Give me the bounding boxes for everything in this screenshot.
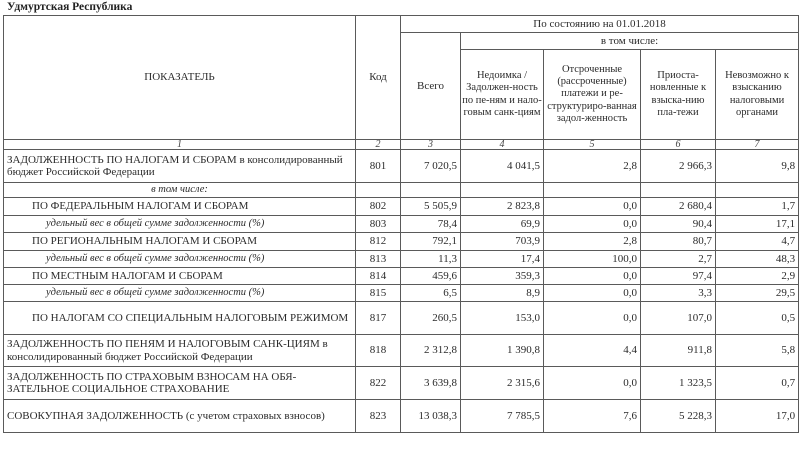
row-total: 13 038,3 [401, 400, 461, 433]
row-code: 803 [356, 216, 401, 233]
region-title: Удмуртская Республика [7, 1, 133, 13]
header-as-of-date: По состоянию на 01.01.2018 [401, 16, 799, 33]
column-number: 3 [401, 140, 461, 150]
row-total: 5 505,9 [401, 198, 461, 216]
row-code: 815 [356, 285, 401, 302]
row-total: 11,3 [401, 251, 461, 268]
row-deferred: 0,0 [544, 302, 641, 335]
row-uncollectible: 17,0 [716, 400, 799, 433]
row-suspended: 80,7 [641, 233, 716, 251]
header-including: в том числе: [461, 33, 799, 50]
row-arrears: 7 785,5 [461, 400, 544, 433]
column-number: 5 [544, 140, 641, 150]
row-uncollectible: 9,8 [716, 150, 799, 183]
row-label: удельный вес в общей сумме задолженности (%) [4, 285, 356, 302]
row-label: ЗАДОЛЖЕННОСТЬ ПО НАЛОГАМ И СБОРАМ в консолидированный бюджет Российской Федерации [4, 150, 356, 183]
row-suspended: 2 680,4 [641, 198, 716, 216]
row-total: 792,1 [401, 233, 461, 251]
row-code: 817 [356, 302, 401, 335]
row-label: ПО МЕСТНЫМ НАЛОГАМ И СБОРАМ [4, 268, 356, 285]
table-row [4, 150, 799, 183]
row-suspended: 2,7 [641, 251, 716, 268]
row-arrears: 4 041,5 [461, 150, 544, 183]
table-row [4, 233, 799, 251]
table-row [4, 216, 799, 233]
column-numbers-row [4, 140, 799, 150]
row-suspended: 90,4 [641, 216, 716, 233]
table-row [4, 367, 799, 400]
row-uncollectible: 2,9 [716, 268, 799, 285]
row-label: СОВОКУПНАЯ ЗАДОЛЖЕННОСТЬ (с учетом страховых взносов) [4, 400, 356, 433]
row-label: удельный вес в общей сумме задолженности (%) [4, 251, 356, 268]
row-arrears: 69,9 [461, 216, 544, 233]
row-code: 823 [356, 400, 401, 433]
row-total: 6,5 [401, 285, 461, 302]
row-total: 3 639,8 [401, 367, 461, 400]
row-label: ПО РЕГИОНАЛЬНЫМ НАЛОГАМ И СБОРАМ [4, 233, 356, 251]
row-uncollectible: 4,7 [716, 233, 799, 251]
row-uncollectible: 17,1 [716, 216, 799, 233]
row-total: 7 020,5 [401, 150, 461, 183]
header-suspended: Приоста-новленные к взыска-нию пла-тежи [641, 50, 716, 140]
header-indicator: ПОКАЗАТЕЛЬ [4, 16, 356, 140]
table-row [4, 268, 799, 285]
row-arrears: 2 823,8 [461, 198, 544, 216]
row-deferred: 0,0 [544, 367, 641, 400]
row-deferred: 4,4 [544, 335, 641, 367]
row-code: 801 [356, 150, 401, 183]
column-number: 4 [461, 140, 544, 150]
row-arrears: 2 315,6 [461, 367, 544, 400]
row-deferred: 0,0 [544, 285, 641, 302]
row-deferred: 2,8 [544, 150, 641, 183]
header-total: Всего [401, 33, 461, 140]
row-arrears: 8,9 [461, 285, 544, 302]
row-suspended: 97,4 [641, 268, 716, 285]
row-code: 822 [356, 367, 401, 400]
row-deferred: 0,0 [544, 216, 641, 233]
row-total: 459,6 [401, 268, 461, 285]
row-uncollectible: 29,5 [716, 285, 799, 302]
row-deferred: 100,0 [544, 251, 641, 268]
row-uncollectible: 0,7 [716, 367, 799, 400]
row-label: ПО ФЕДЕРАЛЬНЫМ НАЛОГАМ И СБОРАМ [4, 198, 356, 216]
row-uncollectible: 48,3 [716, 251, 799, 268]
row-code: 802 [356, 198, 401, 216]
table-row-subheading [4, 183, 799, 198]
column-number: 6 [641, 140, 716, 150]
header-arrears: Недоимка / Задолжен-ность по пе-ням и нало-говым санк-циям [461, 50, 544, 140]
row-code: 818 [356, 335, 401, 367]
table-row [4, 198, 799, 216]
row-suspended: 5 228,3 [641, 400, 716, 433]
row-label: ПО НАЛОГАМ СО СПЕЦИАЛЬНЫМ НАЛОГОВЫМ РЕЖИМОМ [4, 302, 356, 335]
header-code: Код [356, 16, 401, 140]
row-arrears: 359,3 [461, 268, 544, 285]
row-arrears: 703,9 [461, 233, 544, 251]
row-suspended: 3,3 [641, 285, 716, 302]
row-uncollectible: 5,8 [716, 335, 799, 367]
column-number: 7 [716, 140, 799, 150]
row-uncollectible: 0,5 [716, 302, 799, 335]
table-row [4, 335, 799, 367]
row-deferred: 7,6 [544, 400, 641, 433]
tax-debt-table [3, 15, 799, 433]
column-number: 2 [356, 140, 401, 150]
row-total: 2 312,8 [401, 335, 461, 367]
row-total: 78,4 [401, 216, 461, 233]
row-label: в том числе: [4, 183, 356, 198]
row-deferred: 0,0 [544, 198, 641, 216]
row-suspended: 107,0 [641, 302, 716, 335]
table-row [4, 251, 799, 268]
row-label: удельный вес в общей сумме задолженности (%) [4, 216, 356, 233]
row-code: 813 [356, 251, 401, 268]
table-row-total [4, 400, 799, 433]
row-arrears: 17,4 [461, 251, 544, 268]
row-label: ЗАДОЛЖЕННОСТЬ ПО ПЕНЯМ И НАЛОГОВЫМ САНК-ЦИЯМ в консолидированный бюджет Российской Федерации [4, 335, 356, 367]
header-uncollectible: Невозможно к взысканию налоговыми органами [716, 50, 799, 140]
row-label: ЗАДОЛЖЕННОСТЬ ПО СТРАХОВЫМ ВЗНОСАМ НА ОБЯ-ЗАТЕЛЬНОЕ СОЦИАЛЬНОЕ СТРАХОВАНИЕ [4, 367, 356, 400]
row-suspended: 911,8 [641, 335, 716, 367]
row-deferred: 2,8 [544, 233, 641, 251]
table-row [4, 285, 799, 302]
row-suspended: 2 966,3 [641, 150, 716, 183]
row-arrears: 1 390,8 [461, 335, 544, 367]
table-row [4, 302, 799, 335]
row-code: 814 [356, 268, 401, 285]
row-code: 812 [356, 233, 401, 251]
row-total: 260,5 [401, 302, 461, 335]
row-arrears: 153,0 [461, 302, 544, 335]
header-deferred: Отсроченные (рассроченные) платежи и ре-структуриро-ванная задол-женность [544, 50, 641, 140]
row-deferred: 0,0 [544, 268, 641, 285]
row-uncollectible: 1,7 [716, 198, 799, 216]
row-suspended: 1 323,5 [641, 367, 716, 400]
column-number: 1 [4, 140, 356, 150]
